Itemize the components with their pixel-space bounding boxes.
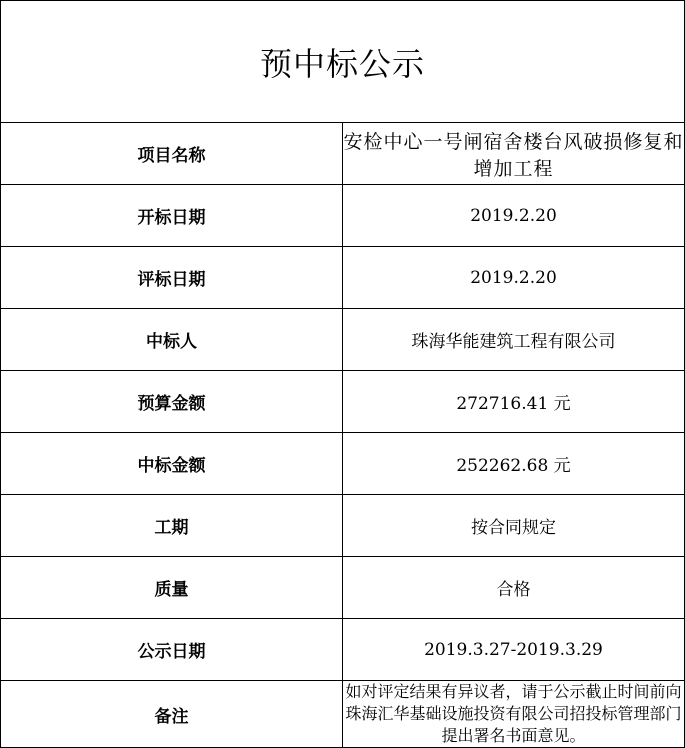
table-row-evaluation-date (1, 247, 685, 309)
title-row (1, 1, 685, 123)
table-row-budget-amount (1, 371, 685, 433)
quality-label: 质量 (1, 557, 343, 619)
table-row-winning-amount (1, 433, 685, 495)
page-title: 预中标公示 (1, 1, 685, 123)
winning-amount-value: 252262.68 元 (343, 433, 685, 495)
quality-value: 合格 (343, 557, 685, 619)
project-name-label: 项目名称 (1, 123, 343, 185)
table-row-quality (1, 557, 685, 619)
table-row-remarks (1, 681, 685, 748)
budget-amount-label: 预算金额 (1, 371, 343, 433)
table-row-bid-opening-date (1, 185, 685, 247)
evaluation-date-label: 评标日期 (1, 247, 343, 309)
winning-bidder-label: 中标人 (1, 309, 343, 371)
bid-opening-date-value: 2019.2.20 (343, 185, 685, 247)
table-row-winning-bidder (1, 309, 685, 371)
remarks-label: 备注 (1, 681, 343, 748)
table-row-publicity-date (1, 619, 685, 681)
table-row-duration (1, 495, 685, 557)
publicity-date-label: 公示日期 (1, 619, 343, 681)
winning-amount-label: 中标金额 (1, 433, 343, 495)
duration-value: 按合同规定 (343, 495, 685, 557)
budget-amount-value: 272716.41 元 (343, 371, 685, 433)
remarks-value: 如对评定结果有异议者，请于公示截止时间前向珠海汇华基础设施投资有限公司招投标管理部门提出署名书面意见。 (343, 681, 685, 748)
table-row-project-name (1, 123, 685, 185)
duration-label: 工期 (1, 495, 343, 557)
project-name-value: 安检中心一号闸宿舍楼台风破损修复和增加工程 (343, 123, 685, 185)
evaluation-date-value: 2019.2.20 (343, 247, 685, 309)
winning-bidder-value: 珠海华能建筑工程有限公司 (343, 309, 685, 371)
publicity-date-value: 2019.3.27-2019.3.29 (343, 619, 685, 681)
bid-opening-date-label: 开标日期 (1, 185, 343, 247)
